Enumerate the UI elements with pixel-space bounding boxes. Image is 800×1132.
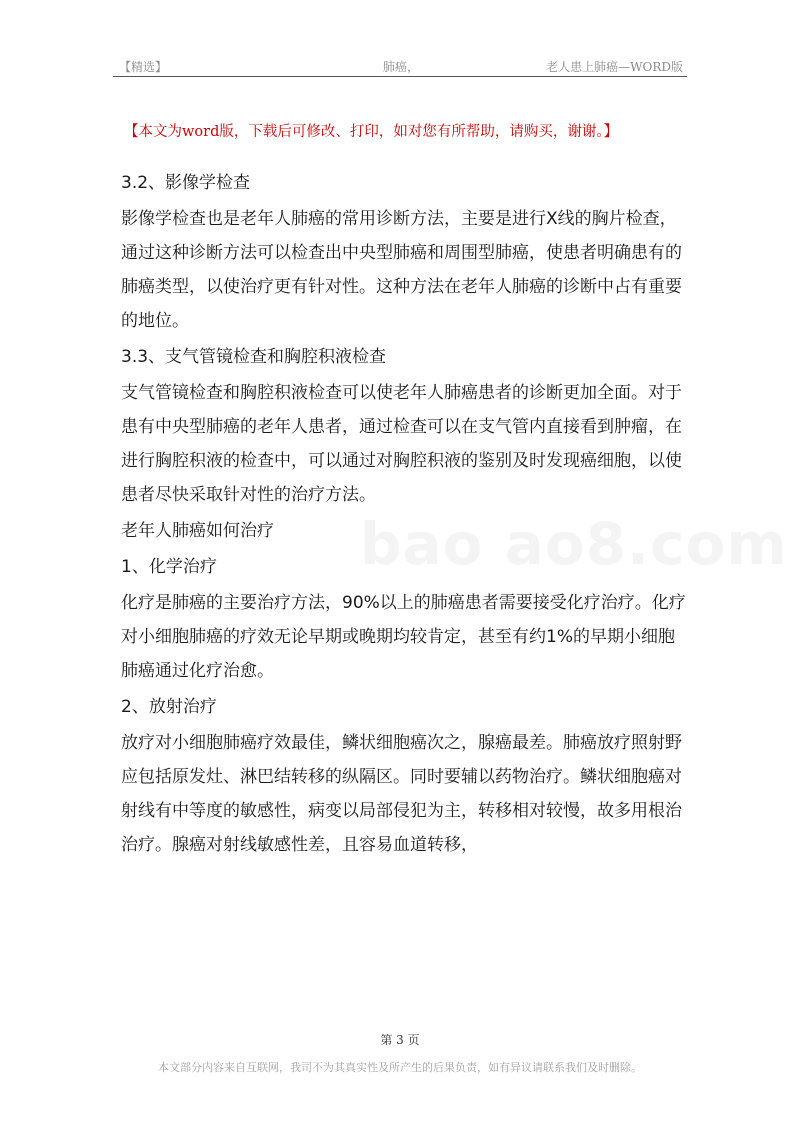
section-heading-3-3: 3.3、支气管镜检查和胸腔积液检查 bbox=[121, 347, 387, 367]
header-rule bbox=[113, 76, 687, 77]
header-center: 肺癌， bbox=[383, 60, 420, 74]
footer-disclaimer: 本文部分内容来自互联网，我司不为其真实性及所产生的后果负责，如有异议请联系我们及时删除。 bbox=[158, 1061, 642, 1074]
section-heading-3-2: 3.2、影像学检查 bbox=[121, 173, 251, 193]
word-version-notice: 【本文为word版，下载后可修改、打印，如对您有所帮助，请购买，谢谢。】 bbox=[124, 124, 619, 140]
paragraph-imaging: 影像学检查也是老年人肺癌的常用诊断方法，主要是进行X线的胸片检查，通过这种诊断方法可以检查出中央型肺癌和周围型肺癌，使患者明确患有的肺癌类型，以使治疗更有针对性。这种方法在老年人肺癌的诊断中占有重要的地位。 bbox=[121, 209, 682, 331]
section-heading-radiotherapy: 2、放射治疗 bbox=[121, 697, 217, 717]
section-heading-chemotherapy: 1、化学治疗 bbox=[121, 557, 217, 577]
header-right: 老人患上肺癌—WORD版 bbox=[546, 60, 683, 74]
page-header bbox=[113, 56, 687, 76]
paragraph-chemotherapy: 化疗是肺癌的主要治疗方法，90%以上的肺癌患者需要接受化疗治疗。化疗对小细胞肺癌的疗效无论早期或晚期均较肯定，甚至有约1%的早期小细胞肺癌通过化疗治愈。 bbox=[121, 593, 686, 681]
page-number: 第 3 页 bbox=[380, 1033, 420, 1047]
document-body bbox=[121, 166, 687, 862]
section-heading-treatment: 老年人肺癌如何治疗 bbox=[121, 521, 274, 541]
paragraph-bronchoscopy: 支气管镜检查和胸腔积液检查可以使老年人肺癌患者的诊断更加全面。对于患有中央型肺癌的老年人患者，通过检查可以在支气管内直接看到肿瘤，在进行胸腔积液的检查中，可以通过对胸腔积液的鉴别及时发现癌细胞，以使患者尽快采取针对性的治疗方法。 bbox=[121, 383, 682, 505]
paragraph-radiotherapy: 放疗对小细胞肺癌疗效最佳，鳞状细胞癌次之，腺癌最差。肺癌放疗照射野应包括原发灶、淋巴结转移的纵隔区。同时要辅以药物治疗。鳞状细胞癌对射线有中等度的敏感性，病变以局部侵犯为主，转移相对较慢，故多用根治治疗。腺癌对射线敏感性差，且容易血道转移， bbox=[121, 733, 682, 855]
header-left: 【精选】 bbox=[119, 60, 168, 74]
